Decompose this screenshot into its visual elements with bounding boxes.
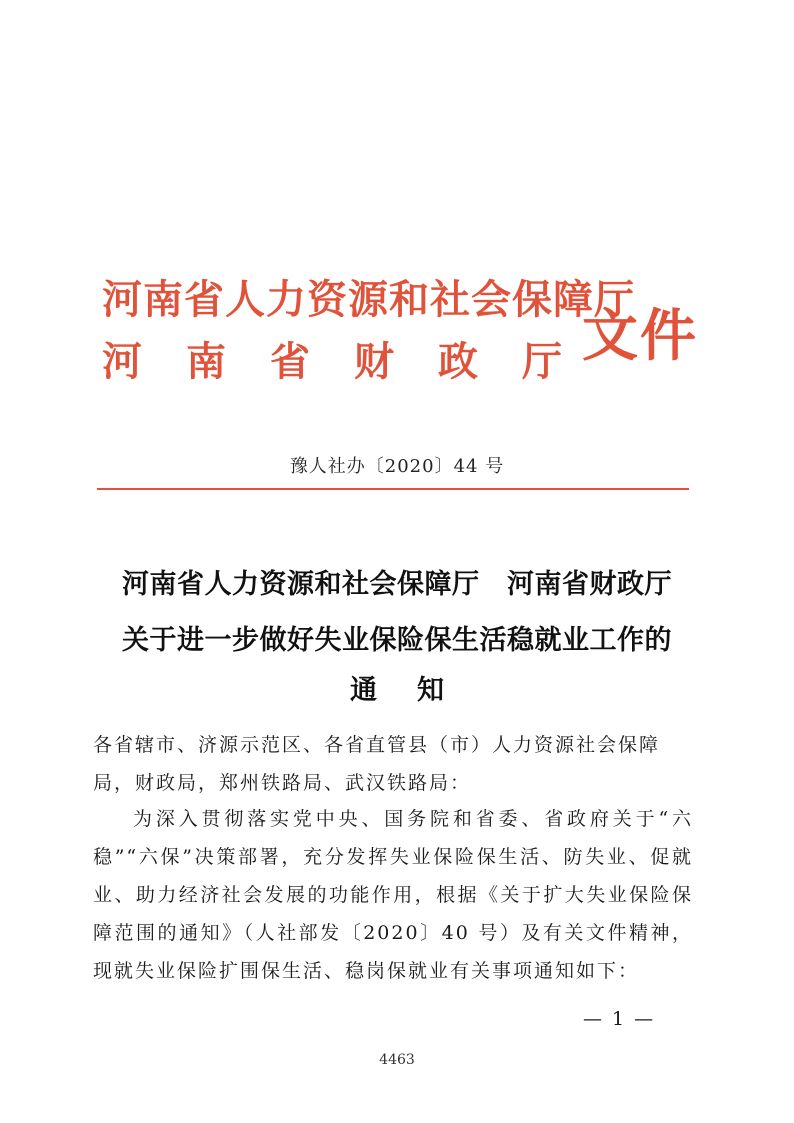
document-title-line-2: 关于进一步做好失业保险保生活稳就业工作的 <box>122 625 672 656</box>
document-title-line-1: 河南省人力资源和社会保障厅 河南省财政厅 <box>122 569 672 600</box>
document-title-line-3: 通知 <box>350 675 484 706</box>
document-number: 豫人社办〔2020〕44 号 <box>289 456 505 477</box>
issuer-name-hrss: 河南省人力资源和社会保障厅 <box>102 277 635 323</box>
document-label: 文件 <box>582 304 698 369</box>
issuer-name-finance: 河南省财政厅 <box>102 339 606 385</box>
red-divider-line <box>97 488 689 490</box>
body-paragraph: 为深入贯彻落实党中央、国务院和省委、省政府关于“六稳”“六保”决策部署，充分发挥失业保险保生活、防失业、促就业、助力经济社会发展的功能作用，根据《关于扩大失业保险保障范围的通知》（人社部发〔2020〕40 号）及有关文件精神，现就失业保险扩围保生活、稳岗保就业有关事项通知如下： <box>93 808 693 982</box>
footer-code: 4463 <box>379 1052 415 1068</box>
letterhead <box>0 0 794 400</box>
addressee-text: 各省辖市、济源示范区、各省直管县（市）人力资源社会保障局，财政局，郑州铁路局、武汉铁路局： <box>93 734 661 794</box>
page-number: — 1 — <box>583 1008 656 1030</box>
